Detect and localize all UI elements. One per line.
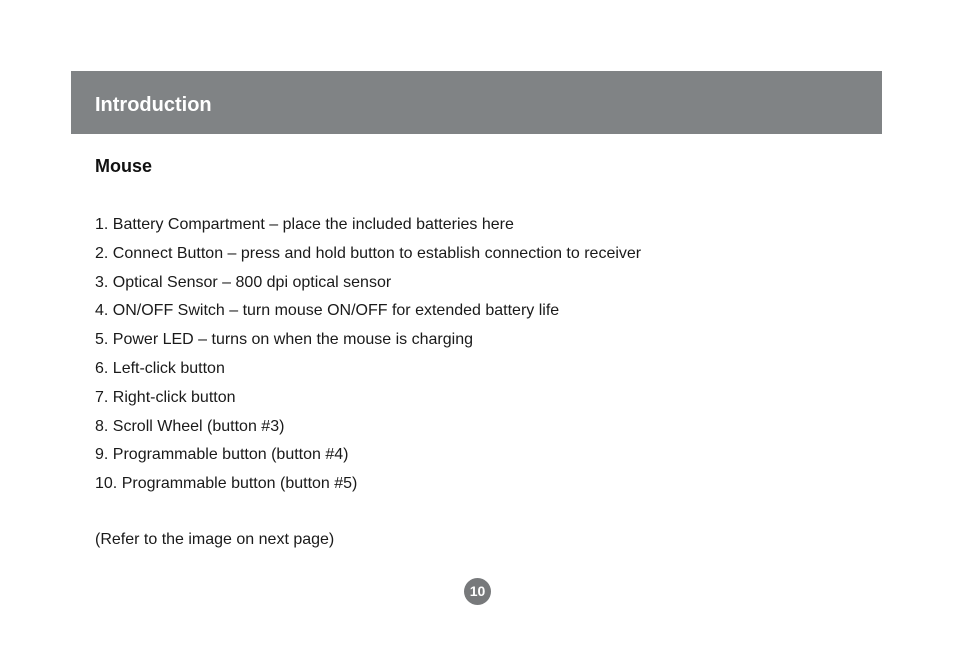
- list-item: 8. Scroll Wheel (button #3): [95, 417, 285, 435]
- list-item: 2. Connect Button – press and hold button to establish connection to receiver: [95, 244, 642, 262]
- list-item: 3. Optical Sensor – 800 dpi optical sensor: [95, 273, 392, 291]
- list-item: 4. ON/OFF Switch – turn mouse ON/OFF for extended battery life: [95, 302, 560, 320]
- list-item: 9. Programmable button (button #4): [95, 446, 349, 464]
- feature-list: [95, 211, 641, 499]
- list-item: 1. Battery Compartment – place the included batteries here: [95, 216, 514, 233]
- list-item: 7. Right-click button: [95, 388, 236, 406]
- section-title: Mouse: [95, 156, 153, 176]
- list-item: 5. Power LED – turns on when the mouse is charging: [95, 331, 473, 349]
- header-bar: [71, 71, 882, 134]
- list-item: 10. Programmable button (button #5): [95, 475, 358, 493]
- list-item: 6. Left-click button: [95, 359, 225, 377]
- reference-note: (Refer to the image on next page): [95, 531, 335, 548]
- page-number-badge: 10: [464, 578, 491, 605]
- page-title: Introduction: [95, 94, 212, 116]
